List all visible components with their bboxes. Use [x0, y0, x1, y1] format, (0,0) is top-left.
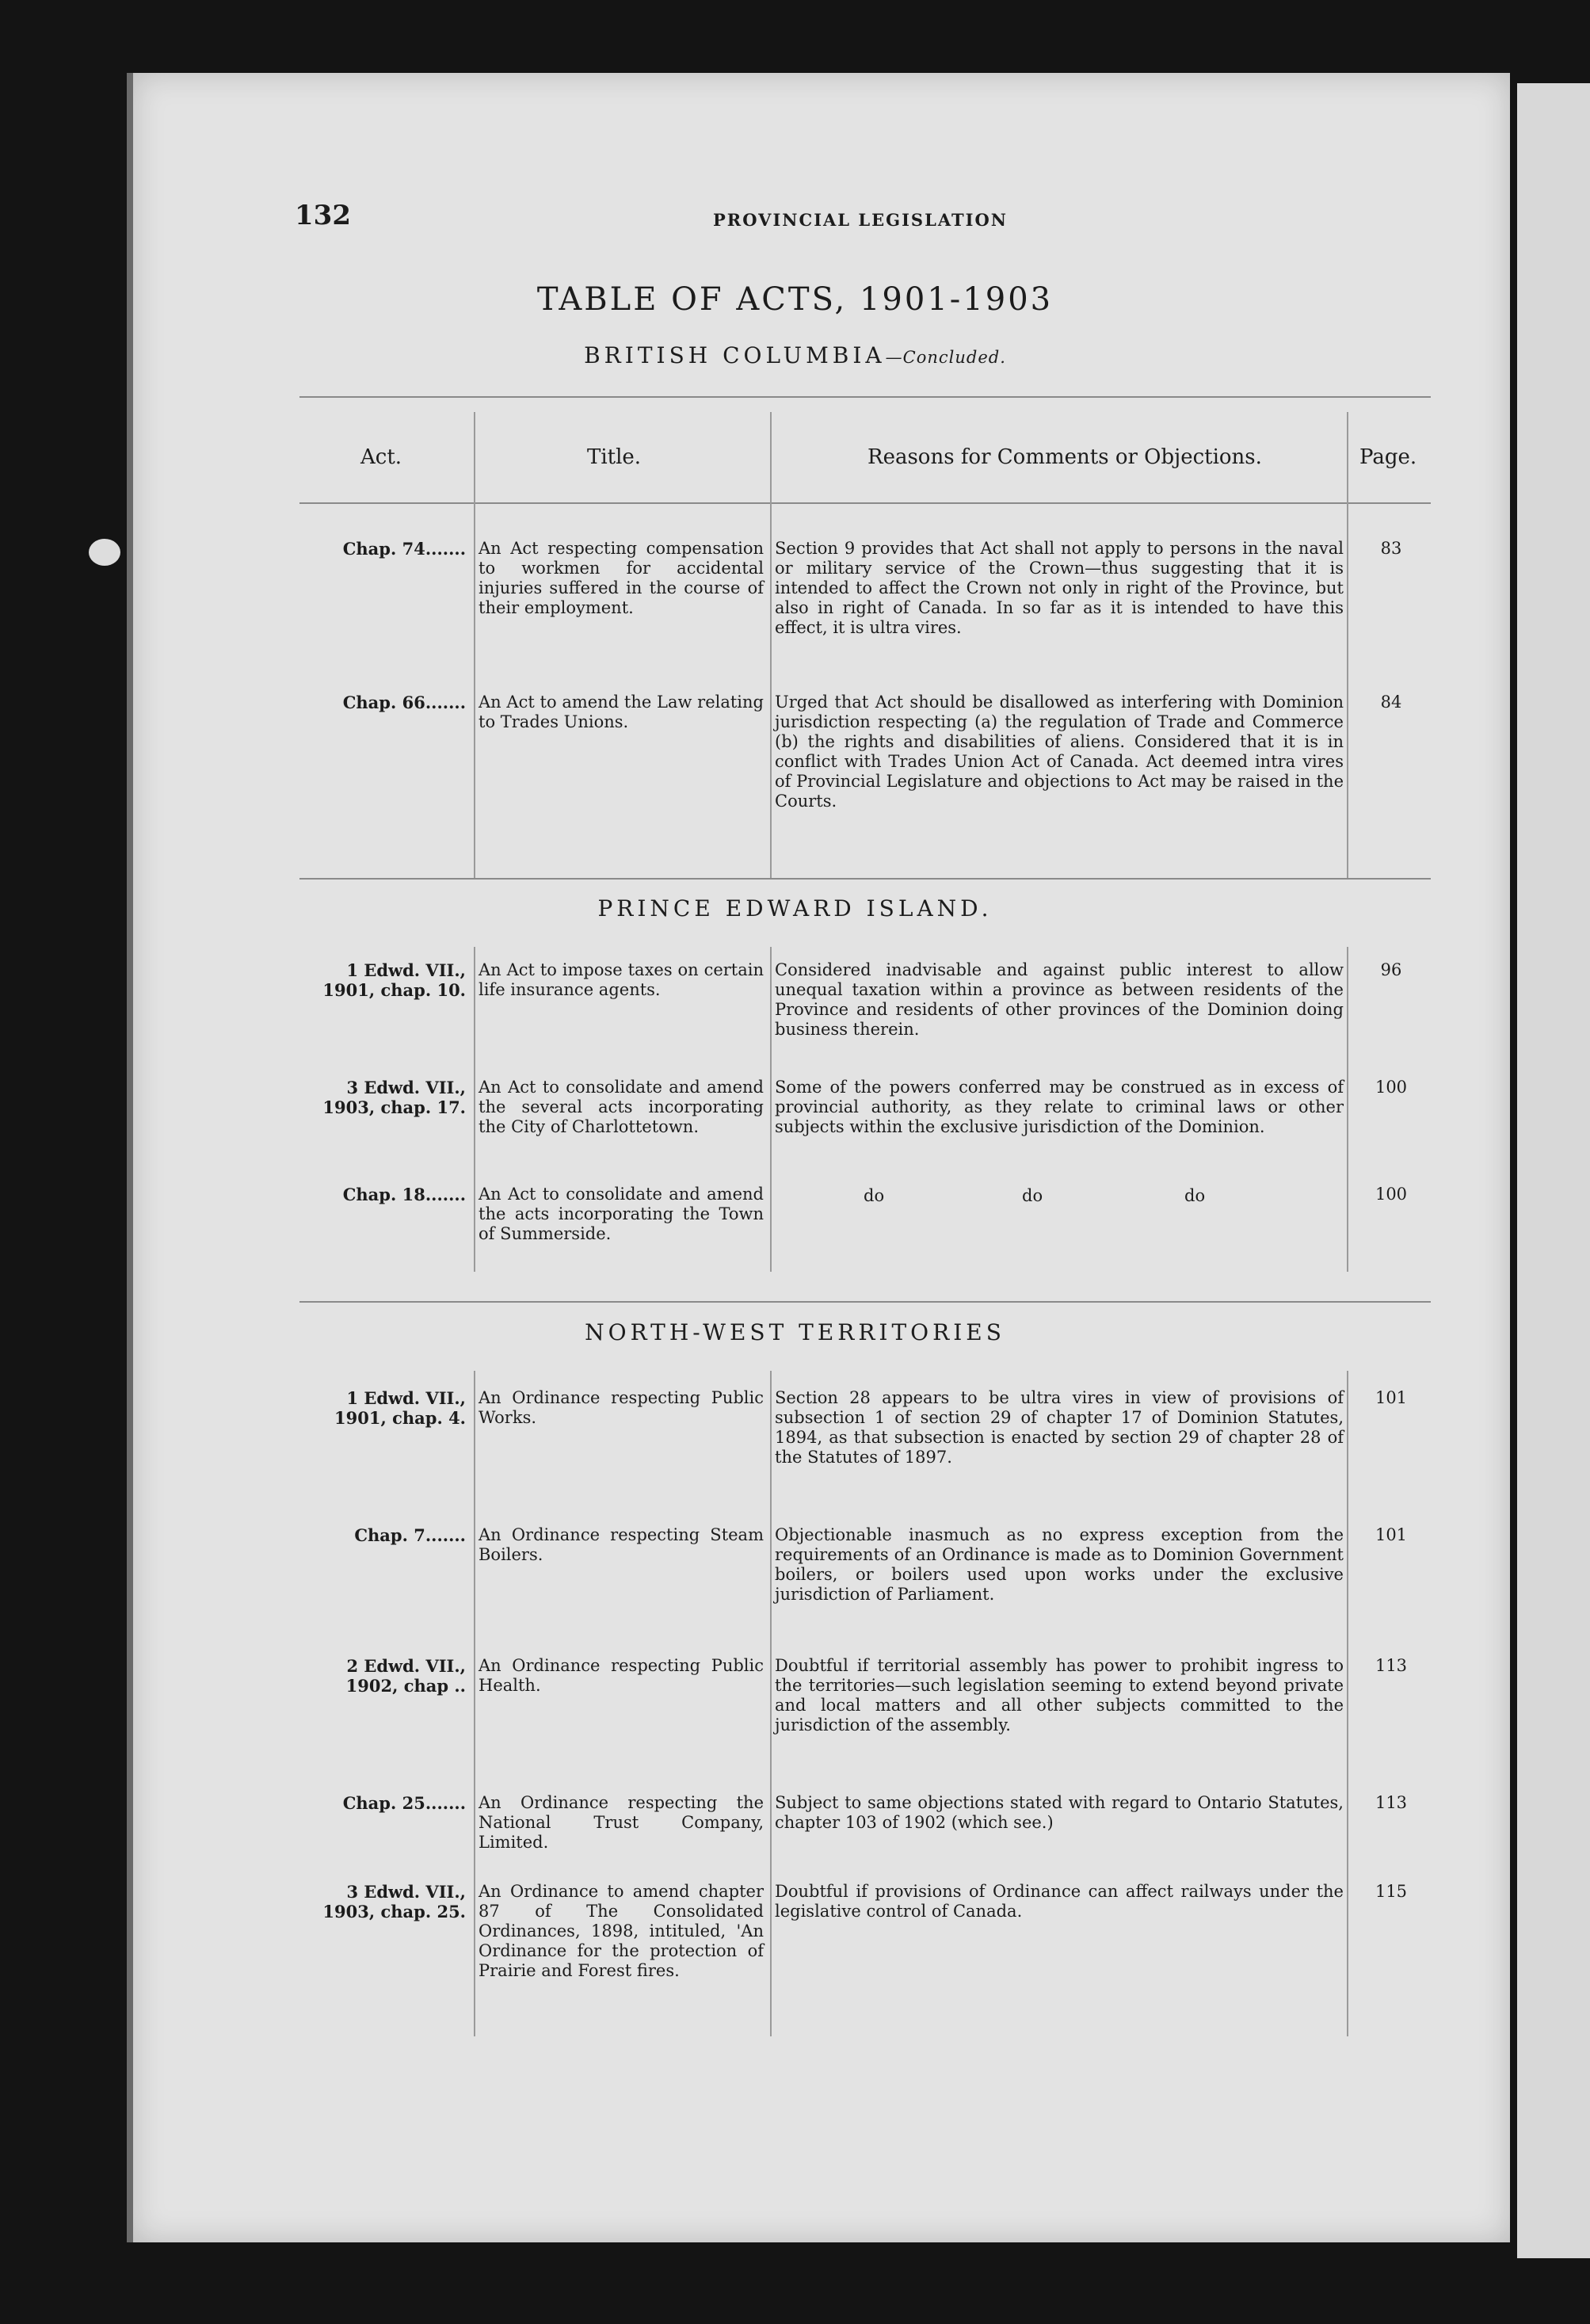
title-cell: An Act to consolidate and amend the acts incorporating the Town of Summerside. — [479, 1185, 764, 1243]
act-cell: 3 Edwd. VII., 1903, chap. 25. — [322, 1882, 466, 1921]
ditto-mark: do — [1022, 1186, 1043, 1205]
section-rule — [299, 1301, 1431, 1303]
act-cell: Chap. 25....... — [342, 1793, 466, 1813]
page-cell: 100 — [1375, 1078, 1408, 1097]
column-rule — [770, 947, 772, 1272]
reason-cell: Section 9 provides that Act shall not apply to persons in the naval or military service of the Crown—thus suggesting that it is intended to affect the Crown not only in right of the Province, but also in right of Canada. In so far as it is intended to have this effect, it is ultra vires. — [775, 539, 1344, 637]
column-rule — [770, 412, 772, 880]
column-rule — [474, 1371, 475, 2036]
column-rule — [1347, 412, 1348, 880]
reason-cell: Considered inadvisable and against public interest to allow unequal taxation within a province as between residents of the Province and residents of other provinces of the Dominion doing business therein. — [775, 960, 1344, 1039]
reason-cell: Doubtful if provisions of Ordinance can affect railways under the legislative control of Canada. — [775, 1882, 1344, 1921]
title-cell: An Ordinance respecting Public Works. — [479, 1388, 764, 1427]
title-cell: An Act to impose taxes on certain life insurance agents. — [479, 960, 764, 999]
page-number: 132 — [295, 200, 351, 231]
act-cell: Chap. 66....... — [342, 693, 466, 712]
section-heading-text: BRITISH COLUMBIA — [584, 342, 886, 368]
act-cell: Chap. 74....... — [342, 539, 466, 559]
column-rule — [1347, 947, 1348, 1272]
act-cell: Chap. 7....... — [354, 1525, 466, 1545]
reason-cell: Some of the powers conferred may be construed as in excess of provincial authority, as they relate to criminal laws or other subjects within the exclusive jurisdiction of the Dominion. — [775, 1078, 1344, 1136]
header-bottom-rule — [299, 502, 1431, 504]
reason-cell: Objectionable inasmuch as no express exception from the requirements of an Ordinance is made as to Dominion Government boilers, or boilers used upon works under the exclusive jurisdiction of Parliament. — [775, 1525, 1344, 1604]
section-heading-british-columbia — [0, 342, 1590, 368]
adjacent-page-strip — [1517, 83, 1590, 2258]
page-cell: 113 — [1375, 1793, 1408, 1812]
act-cell: Chap. 18....... — [342, 1185, 466, 1204]
page-cell: 100 — [1375, 1185, 1408, 1204]
header-top-rule — [299, 396, 1431, 398]
page-cell: 115 — [1375, 1882, 1408, 1901]
column-head-act: Act. — [360, 445, 402, 469]
page-cell: 96 — [1380, 960, 1402, 979]
ditto-mark: do — [864, 1186, 885, 1205]
act-cell: 3 Edwd. VII., 1903, chap. 17. — [322, 1078, 466, 1117]
column-head-page: Page. — [1359, 445, 1417, 469]
reason-cell: Doubtful if territorial assembly has power to prohibit ingress to the territories—such legislation seeming to extend beyond private and local matters and all other subjects committed to the jurisdiction of the assembly. — [775, 1656, 1344, 1734]
section-heading-prince-edward-island: PRINCE EDWARD ISLAND. — [597, 895, 993, 922]
title-cell: An Act to amend the Law relating to Trades Unions. — [479, 693, 764, 731]
act-cell: 1 Edwd. VII., 1901, chap. 4. — [334, 1388, 466, 1428]
page-cell: 83 — [1380, 539, 1402, 558]
ditto-mark: do — [1184, 1186, 1206, 1205]
title-cell: An Act to consolidate and amend the several acts incorporating the City of Charlottetown. — [479, 1078, 764, 1136]
film-speck — [89, 539, 120, 566]
running-head: PROVINCIAL LEGISLATION — [713, 210, 1008, 230]
column-head-reasons: Reasons for Comments or Objections. — [867, 445, 1262, 469]
title-cell: An Ordinance respecting the National Trust Company, Limited. — [479, 1793, 764, 1852]
reason-cell: Urged that Act should be disallowed as interfering with Dominion jurisdiction respecting (a) the regulation of Trade and Commerce (b) the rights and disabilities of aliens. Considered that it is in conflict with Trades Union Act of Canada. Act deemed intra vires of Provincial Legislature and objections to Act may be raised in the Courts. — [775, 693, 1344, 811]
reason-cell: Subject to same objections stated with regard to Ontario Statutes, chapter 103 of 1902 (which see.) — [775, 1793, 1344, 1832]
section-heading-north-west-territories: NORTH-WEST TERRITORIES — [585, 1319, 1005, 1345]
reason-cell: Section 28 appears to be ultra vires in view of provisions of subsection 1 of section 29 of chapter 17 of Dominion Statutes, 1894, as that subsection is enacted by section 29 of chapter 28 of the Statutes of 1897. — [775, 1388, 1344, 1467]
column-rule — [1347, 1371, 1348, 2036]
title-cell: An Act respecting compensation to workmen for accidental injuries suffered in the course of their employment. — [479, 539, 764, 617]
column-rule — [770, 1371, 772, 2036]
page-cell: 84 — [1380, 693, 1402, 712]
column-rule — [474, 412, 475, 880]
title-cell: An Ordinance respecting Public Health. — [479, 1656, 764, 1695]
section-heading-suffix: —Concluded. — [885, 348, 1006, 367]
section-rule — [299, 878, 1431, 880]
act-cell: 2 Edwd. VII., 1902, chap .. — [345, 1656, 466, 1696]
page-cell: 101 — [1375, 1388, 1408, 1407]
act-cell: 1 Edwd. VII., 1901, chap. 10. — [322, 960, 466, 1000]
page-cell: 101 — [1375, 1525, 1408, 1544]
column-head-title: Title. — [587, 445, 642, 469]
page-cell: 113 — [1375, 1656, 1408, 1675]
title-cell: An Ordinance respecting Steam Boilers. — [479, 1525, 764, 1564]
table-title: TABLE OF ACTS, 1901-1903 — [536, 281, 1054, 318]
column-rule — [474, 947, 475, 1272]
title-cell: An Ordinance to amend chapter 87 of The Consolidated Ordinances, 1898, intituled, 'An Ordinance for the protection of Prairie and Forest fires. — [479, 1882, 764, 1980]
